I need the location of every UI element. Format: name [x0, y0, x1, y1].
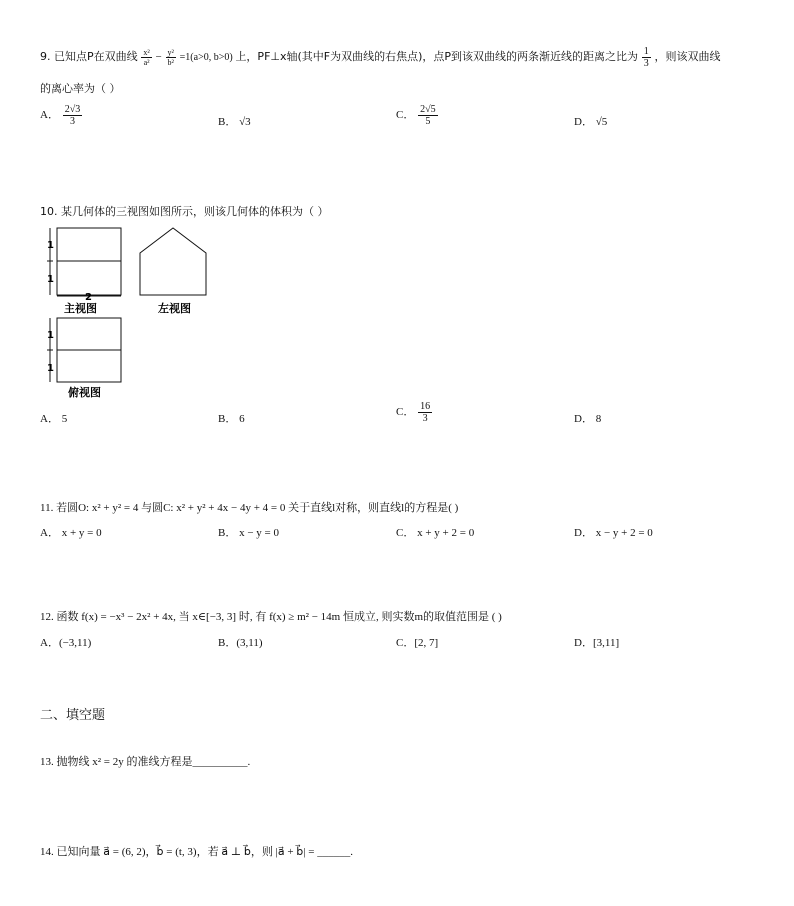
q9-stem-b: 上，PF⊥x轴(其中F为双曲线的右焦点)，点P到该双曲线的两条渐近线的距离之比为	[235, 50, 639, 64]
front-dim-2: 2	[85, 292, 92, 303]
q9-option-d: D． √5	[574, 116, 608, 128]
q9-option-a: A． $\frac{2√3}{3}$	[40, 104, 81, 127]
q10-option-a: A． 5	[40, 413, 68, 425]
three-view-figure	[40, 224, 220, 400]
q9-option-c: C． $\frac{2√5}{5}$	[396, 104, 436, 127]
q9-stem-c: ，则该双曲线	[654, 50, 721, 64]
side-view-shape	[140, 228, 206, 295]
q9-minus: −	[155, 51, 162, 64]
q9-fraction-y: $\frac{\text{y²}}{\text{b²}}$	[167, 48, 174, 67]
front-view-label: 主视图	[64, 302, 97, 315]
q11-option-c: C． x + y + 2 = 0	[396, 527, 475, 539]
q11-option-b: B． x − y = 0	[218, 527, 279, 539]
top-view-label: 俯视图	[68, 386, 101, 399]
q9-fraction-x: $\frac{\text{x²}}{\text{a²}}$	[143, 48, 150, 67]
q10-option-b: B． 6	[218, 413, 245, 425]
front-dim-1-bottom: 1	[47, 274, 54, 285]
top-dim-1-bottom: 1	[47, 363, 54, 374]
q11-option-a: A． x + y = 0	[40, 527, 102, 539]
question-10-stem: 10. 某几何体的三视图如图所示，则该几何体的体积为（ ）	[40, 205, 329, 218]
question-13-stem: 13. 抛物线 x² = 2y 的准线方程是__________.	[40, 756, 251, 768]
side-view-label: 左视图	[158, 302, 191, 315]
q9-stem-a: 9. 已知点P在双曲线	[40, 50, 138, 64]
q11-option-d: D． x − y + 2 = 0	[574, 527, 653, 539]
q9-option-b: B． √3	[218, 116, 251, 128]
q12-option-c: C．[2, 7]	[396, 637, 439, 649]
question-11-stem: 11. 若圆O: x² + y² = 4 与圆C: x² + y² + 4x − 4y + 4 = 0 关于直线l对称，则直线l的方程是( )	[40, 502, 459, 514]
q9-condition: =1(a>0, b>0)	[179, 52, 233, 64]
q12-option-d: D．[3,11]	[574, 637, 620, 649]
question-9-line1	[40, 46, 721, 69]
question-14-stem: 14. 已知向量 a⃗ = (6, 2)，b⃗ = (t, 3)，若 a⃗ ⊥ b⃗，则 |a⃗ + b⃗| = ______.	[40, 846, 353, 858]
q9-stem-line2: 的离心率为（ ）	[40, 82, 121, 95]
front-dim-1-top: 1	[47, 240, 54, 251]
q12-option-a: A．(−3,11)	[40, 637, 92, 649]
q12-option-b: B．(3,11)	[218, 637, 263, 649]
question-12-stem: 12. 函数 f(x) = −x³ − 2x² + 4x, 当 x∈[−3, 3] 时, 有 f(x) ≥ m² − 14m 恒成立, 则实数m的取值范围是 ( )	[40, 611, 502, 623]
q10-option-c: C． $\frac{16}{3}$	[396, 401, 431, 424]
q9-ratio: $\frac{1}{3}$	[643, 46, 649, 69]
top-dim-1-top: 1	[47, 330, 54, 341]
q10-option-d: D． 8	[574, 413, 602, 425]
section-title: 二、填空题	[40, 708, 106, 723]
